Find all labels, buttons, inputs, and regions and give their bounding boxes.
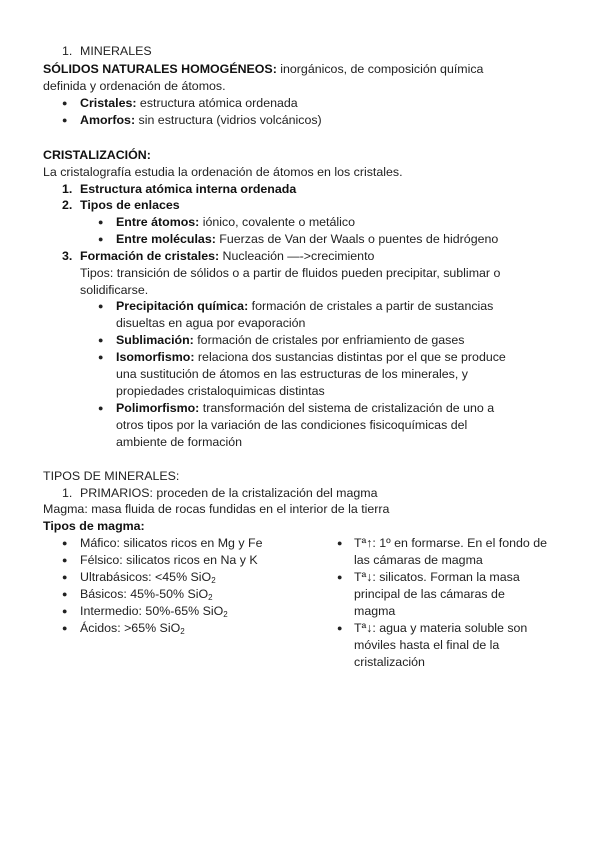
tipos-magma-bold: Tipos de magma:: [43, 519, 145, 533]
bullet-entre-atomos: [116, 214, 355, 231]
bullet-bold: Polimorfismo:: [116, 401, 200, 415]
magma-type-item: [80, 586, 213, 603]
bullet-polimorfismo-line2: otros tipos por la variación de las condiciones fisicoquímicas del: [116, 418, 468, 432]
item2-bold: Tipos de enlaces: [80, 198, 180, 212]
bullet-icon: ●: [62, 98, 68, 108]
bullet-isomorfismo-line2: una sustitución de átomos en las estructuras de los minerales, y: [116, 367, 468, 381]
bullet-text: transformación del sistema de cristalización de uno a: [199, 401, 495, 415]
heading-text: CRISTALIZACIÓN:: [43, 148, 151, 162]
bullet-icon: ●: [98, 403, 104, 413]
bullet-isomorfismo-line3: propiedades cristaloquimicas distintas: [116, 384, 325, 398]
bullet-text: relaciona dos sustancias distintas por el que se produce: [194, 350, 506, 364]
temp-item-line: cristalización: [354, 655, 425, 669]
item1-title: [80, 181, 296, 198]
item-text: Intermedio: 50%-65% SiO: [80, 604, 224, 618]
item-text: Ácidos: >65% SiO: [80, 621, 181, 635]
bullet-icon: ●: [98, 301, 104, 311]
cristalizacion-intro: La cristalografía estudia la ordenación de átomos en los cristales.: [43, 165, 403, 179]
item3-text: Nucleación —->crecimiento: [219, 249, 375, 263]
bullet-icon: ●: [62, 555, 68, 565]
bullet-text: formación de cristales a partir de sustancias: [248, 299, 494, 313]
magma-type-item: [80, 569, 216, 586]
solidos-text1: inorgánicos, de composición química: [276, 62, 484, 76]
temp-item-line: magma: [354, 604, 396, 618]
item1-number: 1.: [62, 182, 73, 196]
bullet-icon: ●: [337, 572, 343, 582]
magma-definition: Magma: masa fluida de rocas fundidas en el interior de la tierra: [43, 502, 390, 516]
item2-number: 2.: [62, 198, 73, 212]
subscript: 2: [223, 610, 228, 619]
bullet-bold: Amorfos:: [80, 113, 136, 127]
item-text: Básicos: 45%-50% SiO: [80, 587, 209, 601]
temp-item-line: móviles hasta el final de la: [354, 638, 500, 652]
magma-type-item: Máfico: silicatos ricos en Mg y Fe: [80, 536, 263, 550]
item-text: Ultrabásicos: <45% SiO: [80, 570, 212, 584]
bullet-sublimacion: [116, 332, 464, 349]
bullet-bold: Cristales:: [80, 96, 137, 110]
bullet-text: sin estructura (vidrios volcánicos): [135, 113, 322, 127]
item3-title: [80, 248, 374, 265]
magma-type-item: Félsico: silicatos ricos en Na y K: [80, 553, 258, 567]
subscript: 2: [211, 576, 216, 585]
tipos-magma-heading: [43, 518, 145, 535]
bullet-cristales: [80, 95, 298, 112]
bullet-icon: ●: [337, 623, 343, 633]
section1-title: MINERALES: [80, 44, 152, 58]
item3-bold: Formación de cristales:: [80, 249, 220, 263]
bullet-entre-moleculas: [116, 231, 498, 248]
bullet-polimorfismo: [116, 400, 494, 417]
bullet-icon: ●: [337, 538, 343, 548]
bullet-precipitacion: [116, 298, 493, 315]
bullet-amorfos: [80, 112, 322, 129]
subscript: 2: [180, 627, 185, 636]
temp-item-line: las cámaras de magma: [354, 553, 483, 567]
bullet-icon: ●: [62, 115, 68, 125]
bullet-icon: ●: [98, 217, 104, 227]
subscript: 2: [208, 593, 213, 602]
item3-tipos-line1: Tipos: transición de sólidos o a partir de fluidos pueden precipitar, sublimar o: [80, 266, 501, 280]
bullet-polimorfismo-line3: ambiente de formación: [116, 435, 243, 449]
bullet-bold: Isomorfismo:: [116, 350, 195, 364]
tipos-heading: TIPOS DE MINERALES:: [43, 469, 180, 483]
bullet-bold: Precipitación química:: [116, 299, 249, 313]
bullet-bold: Entre moléculas:: [116, 232, 216, 246]
item2-title: [80, 197, 180, 214]
bullet-text: iónico, covalente o metálico: [199, 215, 355, 229]
temp-item-line: principal de las cámaras de: [354, 587, 505, 601]
temp-item-line: Tª↑: 1º en formarse. En el fondo de: [354, 536, 548, 550]
bullet-icon: ●: [98, 352, 104, 362]
bullet-bold: Entre átomos:: [116, 215, 200, 229]
bullet-icon: ●: [62, 572, 68, 582]
magma-type-item: [80, 620, 185, 637]
bullet-icon: ●: [62, 589, 68, 599]
bullet-isomorfismo: [116, 349, 506, 366]
solidos-bold: SÓLIDOS NATURALES HOMOGÉNEOS:: [43, 62, 277, 76]
temp-item-line: Tª↓: agua y materia soluble son: [354, 621, 528, 635]
bullet-icon: ●: [62, 623, 68, 633]
cristalizacion-heading: [43, 147, 151, 164]
item1-bold: Estructura atómica interna ordenada: [80, 182, 297, 196]
bullet-precipitacion-line2: disueltas en agua por evaporación: [116, 316, 306, 330]
primarios-number: 1.: [62, 486, 73, 500]
bullet-text: formación de cristales por enfriamiento de gases: [193, 333, 465, 347]
bullet-text: estructura atómica ordenada: [136, 96, 298, 110]
item3-number: 3.: [62, 249, 73, 263]
magma-type-item: [80, 603, 228, 620]
bullet-icon: ●: [98, 234, 104, 244]
bullet-icon: ●: [62, 606, 68, 616]
temp-item-line: Tª↓: silicatos. Forman la masa: [354, 570, 520, 584]
solidos-line1: [43, 61, 483, 78]
bullet-icon: ●: [98, 335, 104, 345]
bullet-bold: Sublimación:: [116, 333, 194, 347]
bullet-icon: ●: [62, 538, 68, 548]
section1-number: 1.: [62, 44, 73, 58]
bullet-text: Fuerzas de Van der Waals o puentes de hidrógeno: [215, 232, 499, 246]
item3-tipos-line2: solidificarse.: [80, 283, 149, 297]
solidos-line2: definida y ordenación de átomos.: [43, 79, 226, 93]
primarios-text: PRIMARIOS: proceden de la cristalización del magma: [80, 486, 378, 500]
